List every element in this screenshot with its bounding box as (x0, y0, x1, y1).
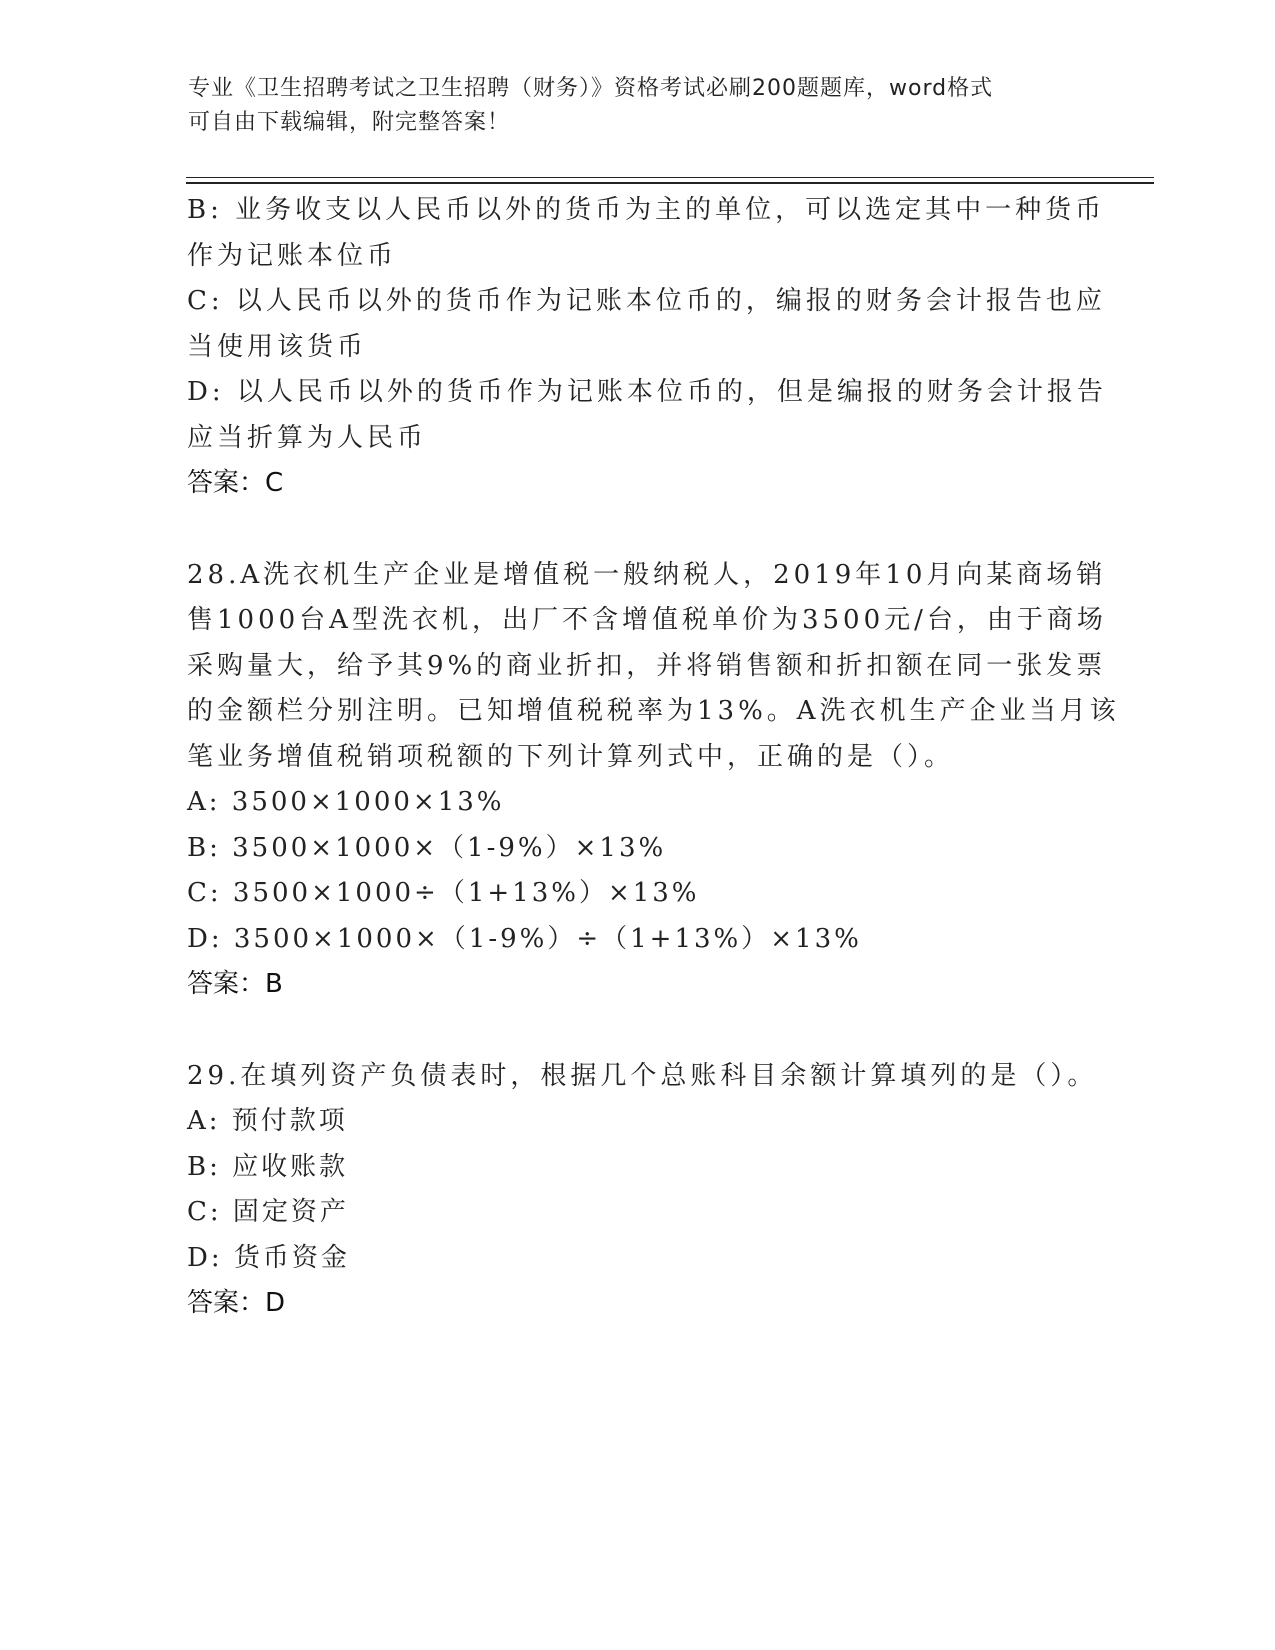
q28-stem-line-1: 28.A洗衣机生产企业是增值税一般纳税人，2019年10月向某商场销 (187, 559, 1107, 590)
question-29 (187, 1054, 1098, 1327)
q28-option-d: D: 3500×1000×（1-9%）÷（1+13%）×13% (187, 923, 862, 954)
q29-option-d: D: 货币资金 (187, 1242, 350, 1273)
q29-stem: 29.在填列资产负债表时，根据几个总账科目余额计算填列的是（）。 (187, 1060, 1098, 1091)
q27-option-c-cont: 当使用该货币 (187, 331, 368, 362)
q29-option-b: B: 应收账款 (187, 1151, 349, 1182)
spacer (187, 507, 1087, 553)
q27-option-c: C: 以人民币以外的货币作为记账本位币的，编报的财务会计报告也应 (187, 286, 1106, 316)
document-header (188, 72, 1088, 140)
q28-option-b: B: 3500×1000×（1-9%）×13% (187, 832, 667, 863)
question-content (187, 188, 1120, 1327)
q28-stem-line-5: 笔业务增值税销项税额的下列计算列式中，正确的是（）。 (187, 741, 955, 772)
header-divider-thick (186, 182, 1154, 184)
q28-stem-line-3: 采购量大，给予其9%的商业折扣，并将销售额和折扣额在同一张发票 (187, 650, 1107, 681)
q28-option-c: C: 3500×1000÷（1+13%）×13% (187, 878, 700, 908)
q28-answer: 答案：B (187, 969, 283, 999)
q29-option-c: C: 固定资产 (187, 1197, 349, 1227)
question-28 (187, 553, 1120, 1008)
q28-stem-line-4: 的金额栏分别注明。已知增值税税率为13%。A洗衣机生产企业当月该 (187, 696, 1120, 726)
header-title-line-1: 专业《卫生招聘考试之卫生招聘（财务）》资格考试必刷200题题库，word格式 (188, 76, 994, 101)
q27-option-d: D: 以人民币以外的货币作为记账本位币的，但是编报的财务会计报告 (187, 377, 1107, 407)
header-divider-thin (186, 177, 1154, 178)
q27-option-d-cont: 应当折算为人民币 (187, 422, 428, 453)
header-title-line-2: 可自由下载编辑，附完整答案！ (188, 110, 511, 135)
q28-stem-line-2: 售1000台A型洗衣机，出厂不含增值税单价为3500元/台，由于商场 (187, 605, 1107, 635)
q29-answer: 答案：D (187, 1288, 286, 1318)
q27-option-b: B: 业务收支以人民币以外的货币为主的单位，可以选定其中一种货币 (187, 195, 1106, 225)
spacer (187, 1008, 1087, 1054)
question-27-continued (187, 188, 1107, 507)
q29-option-a: A: 预付款项 (187, 1106, 348, 1136)
q27-option-b-cont: 作为记账本位币 (187, 240, 398, 271)
q28-option-a: A: 3500×1000×13% (187, 787, 505, 817)
q27-answer: 答案：C (187, 468, 284, 498)
